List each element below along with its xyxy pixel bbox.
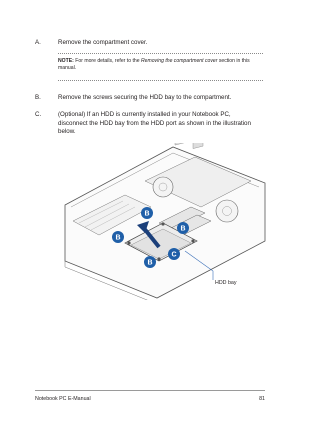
note-text-after: section in this manual. (58, 58, 250, 72)
note-text-before: For more details, refer to the (73, 58, 141, 64)
callout-c (168, 248, 180, 260)
svg-text:B: B (144, 210, 150, 218)
svg-text:B: B (115, 234, 121, 242)
note-bottom-rule (58, 80, 263, 81)
step-b-letter: B. (35, 94, 41, 101)
screw-1 (127, 241, 130, 244)
step-a-text: Remove the compartment cover. (58, 39, 148, 46)
svg-text:B: B (147, 259, 153, 267)
screw-2 (161, 222, 164, 225)
callout-b-left (112, 231, 124, 243)
step-a-letter: A. (35, 39, 41, 46)
footer-rule (35, 390, 265, 391)
step-c-text: (Optional) If an HDD is currently installed in your Notebook PC, disconnect the HDD bay from the HDD port as shown in the illustration below. (58, 111, 251, 136)
callout-b-bottom (144, 256, 156, 268)
step-b-text: Remove the screws securing the HDD bay to the compartment. (58, 94, 232, 101)
fan-left (153, 177, 173, 197)
note-label: NOTE: (58, 58, 74, 64)
svg-text:C: C (171, 251, 177, 259)
note-reference: Removing the compartment cover (140, 58, 218, 64)
footer-title: Notebook PC E-Manual (35, 396, 91, 402)
callout-b-top (141, 207, 153, 219)
chip-1 (175, 143, 189, 145)
laptop-underside-illustration (55, 143, 270, 300)
screw-3 (157, 257, 160, 260)
callout-b-right (177, 222, 189, 234)
screw-4 (191, 239, 194, 242)
step-c-letter: C. (35, 111, 42, 118)
page-number: 81 (259, 396, 265, 402)
note-top-rule (58, 53, 263, 54)
chip-2 (193, 143, 203, 149)
fan-right (216, 200, 238, 222)
hdd-bay-label: HDD bay (215, 280, 237, 286)
note-box (58, 58, 258, 73)
svg-text:B: B (180, 225, 186, 233)
